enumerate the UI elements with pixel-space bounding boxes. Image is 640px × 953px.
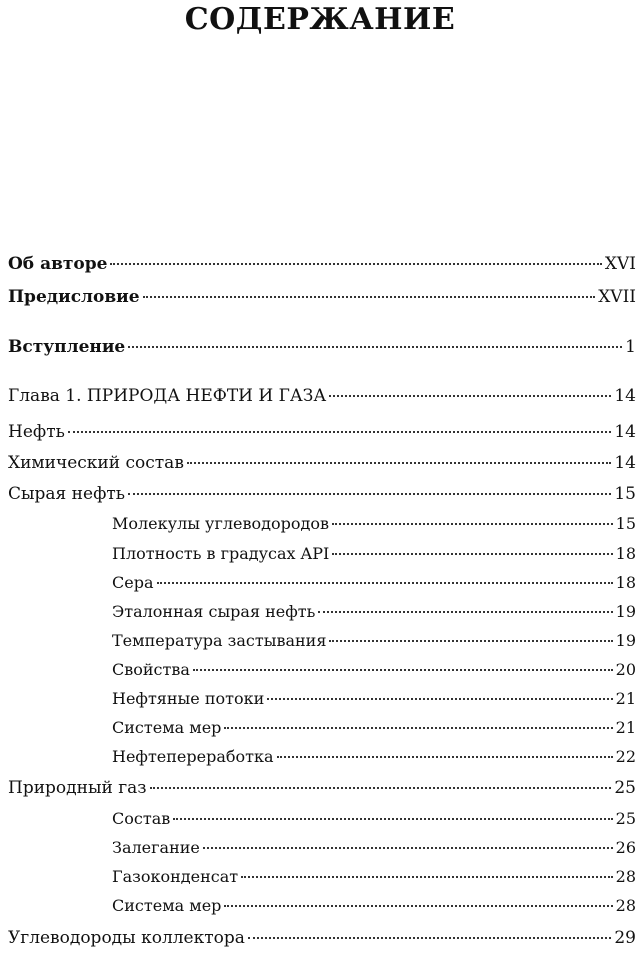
toc-entry-title: Газоконденсат [112, 867, 239, 886]
toc-entry-title: Свойства [112, 660, 190, 679]
toc-entry-page-number: 28 [615, 896, 636, 915]
dot-leader [329, 640, 612, 642]
toc-entry [112, 866, 636, 888]
dot-leader [318, 611, 612, 613]
toc-entry-page-number: 21 [615, 689, 636, 708]
dot-leader [329, 395, 611, 397]
toc-entry [8, 927, 636, 949]
toc-entry-page-number: 19 [615, 631, 636, 650]
toc-entry-title: Предисловие [8, 287, 140, 307]
toc-entry-title: Состав [112, 809, 171, 828]
toc-entry-page-number: 18 [615, 544, 636, 563]
toc-entry-page-number: 25 [614, 778, 636, 798]
dot-leader [187, 462, 611, 464]
toc-entry-title: Нефтяные потоки [112, 689, 265, 708]
dot-leader [267, 698, 612, 700]
dot-leader [143, 296, 596, 298]
dot-leader [110, 263, 601, 265]
toc-entry-title: Углеводороды коллектора [8, 928, 245, 948]
dot-leader [173, 818, 612, 820]
toc-entry [112, 543, 636, 565]
toc-entry-title: Эталонная сырая нефть [112, 602, 316, 621]
toc-entry [112, 837, 636, 859]
dot-leader [68, 431, 612, 433]
toc-entry-page-number: 14 [614, 422, 636, 442]
toc-entry [8, 777, 636, 799]
toc-entry-page-number: 20 [615, 660, 636, 679]
dot-leader [193, 669, 613, 671]
toc-entry-page-number: 15 [615, 514, 636, 533]
page-title: СОДЕРЖАНИЕ [184, 2, 456, 37]
dot-leader [157, 582, 613, 584]
toc-entry-title: Природный газ [8, 778, 147, 798]
toc-entry [112, 746, 636, 768]
toc-entry-title: Сырая нефть [8, 484, 126, 504]
toc-entry-page-number: 26 [615, 838, 636, 857]
toc-entry-page-number: 19 [615, 602, 636, 621]
toc-entry-page-number: 21 [615, 718, 636, 737]
dot-leader [224, 905, 612, 907]
dot-leader [224, 727, 612, 729]
toc-entry [112, 688, 636, 710]
toc-entry-page-number: 1 [625, 337, 636, 357]
toc-entry [8, 253, 636, 275]
toc-entry [8, 421, 636, 443]
toc-entry-page-number: 22 [615, 747, 636, 766]
toc-entry [112, 572, 636, 594]
dot-leader [128, 493, 611, 495]
toc-entry-title: Вступление [8, 337, 126, 357]
toc-entry-title: Об авторе [8, 254, 108, 274]
toc-entry-title: Сера [112, 573, 154, 592]
toc-entry-title: Залегание [112, 838, 200, 857]
toc-entry-title: Плотность в градусах API [112, 544, 330, 563]
toc-entry-page-number: 14 [614, 386, 636, 406]
toc-entry [112, 659, 636, 681]
toc-entry [112, 808, 636, 830]
toc-entry-title: Температура застывания [112, 631, 327, 650]
toc-entry-title: Система мер [112, 718, 222, 737]
toc-entry-title: Химический состав [8, 453, 184, 473]
dot-leader [150, 787, 612, 789]
toc-entry-page-number: 15 [614, 484, 636, 504]
toc-entry-page-number: XVI [604, 254, 636, 274]
toc-entry [112, 601, 636, 623]
toc-entry-title: Нефть [8, 422, 65, 442]
toc-entry [8, 452, 636, 474]
toc-entry-page-number: XVII [598, 287, 636, 307]
dot-leader [248, 937, 611, 939]
toc-entry [8, 286, 636, 308]
dot-leader [128, 346, 622, 348]
toc-entry [112, 895, 636, 917]
dot-leader [332, 523, 613, 525]
toc-entry-page-number: 29 [614, 928, 636, 948]
toc-entry [112, 630, 636, 652]
toc-entry-page-number: 28 [615, 867, 636, 886]
toc-entry-page-number: 14 [614, 453, 636, 473]
dot-leader [203, 847, 613, 849]
toc-entry-page-number: 18 [615, 573, 636, 592]
toc-entry-page-number: 25 [615, 809, 636, 828]
toc-entry-title: Молекулы углеводородов [112, 514, 329, 533]
dot-leader [332, 553, 612, 555]
toc-entry-title: Глава 1. ПРИРОДА НЕФТИ И ГАЗА [8, 386, 327, 406]
dot-leader [241, 876, 613, 878]
toc-entry [112, 513, 636, 535]
dot-leader [277, 756, 613, 758]
toc-entry [112, 717, 636, 739]
toc-entry-title: Система мер [112, 896, 222, 915]
toc-entry [8, 483, 636, 505]
toc-entry-title: Нефтепереработка [112, 747, 274, 766]
toc-entry [8, 336, 636, 358]
toc-entry [8, 385, 636, 407]
